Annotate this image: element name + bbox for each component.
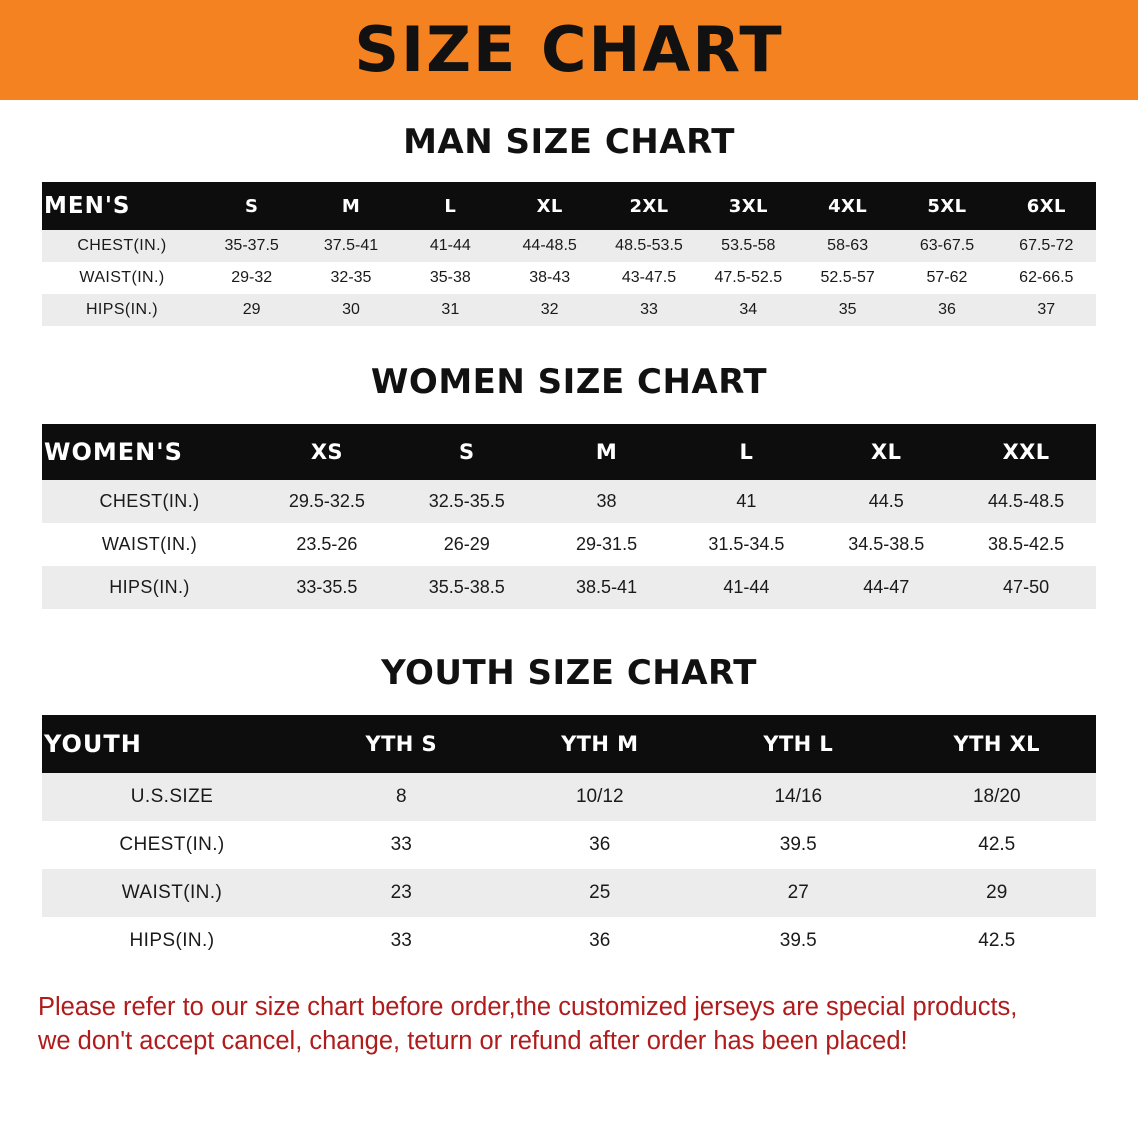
women-r0-c0: CHEST(IN.) xyxy=(42,480,257,523)
women-r2-c1: 33-35.5 xyxy=(257,566,397,609)
man-r1-c5: 43-47.5 xyxy=(599,262,698,294)
man-r0-c3: 41-44 xyxy=(401,230,500,262)
youth-r1-c2: 36 xyxy=(501,821,700,869)
youth-size-table xyxy=(42,715,1096,965)
man-r2-c5: 33 xyxy=(599,294,698,326)
man-table-head xyxy=(42,182,1096,230)
women-table-body xyxy=(42,480,1096,609)
youth-r0-c4: 18/20 xyxy=(898,773,1097,821)
man-r0-c5: 48.5-53.5 xyxy=(599,230,698,262)
table-row xyxy=(42,523,1096,566)
man-r2-c3: 31 xyxy=(401,294,500,326)
youth-table-wrap xyxy=(42,715,1096,965)
man-r0-c1: 35-37.5 xyxy=(202,230,301,262)
table-header-row xyxy=(42,182,1096,230)
man-header-cell-7: 4XL xyxy=(798,182,897,230)
table-row xyxy=(42,262,1096,294)
women-r1-c2: 26-29 xyxy=(397,523,537,566)
man-r1-c8: 57-62 xyxy=(897,262,996,294)
table-row xyxy=(42,230,1096,262)
table-row xyxy=(42,480,1096,523)
women-r2-c3: 38.5-41 xyxy=(537,566,677,609)
women-size-table xyxy=(42,424,1096,609)
women-r2-c2: 35.5-38.5 xyxy=(397,566,537,609)
man-r1-c0: WAIST(IN.) xyxy=(42,262,202,294)
table-row xyxy=(42,869,1096,917)
women-r0-c6: 44.5-48.5 xyxy=(956,480,1096,523)
youth-r3-c0: HIPS(IN.) xyxy=(42,917,302,965)
women-r2-c0: HIPS(IN.) xyxy=(42,566,257,609)
women-r0-c5: 44.5 xyxy=(816,480,956,523)
man-header-cell-2: M xyxy=(301,182,400,230)
man-r2-c1: 29 xyxy=(202,294,301,326)
table-header-row xyxy=(42,424,1096,480)
youth-r3-c1: 33 xyxy=(302,917,501,965)
youth-r2-c4: 29 xyxy=(898,869,1097,917)
women-header-cell-1: XS xyxy=(257,424,397,480)
youth-r2-c2: 25 xyxy=(501,869,700,917)
women-r2-c6: 47-50 xyxy=(956,566,1096,609)
women-table-wrap xyxy=(42,424,1096,609)
man-r0-c6: 53.5-58 xyxy=(699,230,798,262)
women-r2-c5: 44-47 xyxy=(816,566,956,609)
footer-line-2: we don't accept cancel, change, teturn or refund after order has been placed! xyxy=(38,1026,908,1055)
man-header-cell-5: 2XL xyxy=(599,182,698,230)
man-table-body xyxy=(42,230,1096,326)
women-r0-c4: 41 xyxy=(676,480,816,523)
man-r2-c0: HIPS(IN.) xyxy=(42,294,202,326)
man-header-cell-4: XL xyxy=(500,182,599,230)
man-r0-c9: 67.5-72 xyxy=(997,230,1096,262)
youth-r0-c2: 10/12 xyxy=(501,773,700,821)
youth-table-head xyxy=(42,715,1096,773)
women-r1-c5: 34.5-38.5 xyxy=(816,523,956,566)
man-r2-c2: 30 xyxy=(301,294,400,326)
table-header-row xyxy=(42,715,1096,773)
man-r2-c6: 34 xyxy=(699,294,798,326)
women-r1-c6: 38.5-42.5 xyxy=(956,523,1096,566)
table-row xyxy=(42,821,1096,869)
table-row xyxy=(42,566,1096,609)
man-r0-c8: 63-67.5 xyxy=(897,230,996,262)
youth-r0-c3: 14/16 xyxy=(699,773,898,821)
youth-header-cell-3: YTH L xyxy=(699,715,898,773)
man-header-cell-9: 6XL xyxy=(997,182,1096,230)
youth-r2-c1: 23 xyxy=(302,869,501,917)
women-r1-c1: 23.5-26 xyxy=(257,523,397,566)
man-r2-c8: 36 xyxy=(897,294,996,326)
women-r1-c3: 29-31.5 xyxy=(537,523,677,566)
man-r2-c4: 32 xyxy=(500,294,599,326)
table-row xyxy=(42,773,1096,821)
man-header-cell-8: 5XL xyxy=(897,182,996,230)
youth-r2-c3: 27 xyxy=(699,869,898,917)
man-r2-c9: 37 xyxy=(997,294,1096,326)
man-r1-c6: 47.5-52.5 xyxy=(699,262,798,294)
table-row xyxy=(42,917,1096,965)
youth-r3-c4: 42.5 xyxy=(898,917,1097,965)
women-header-cell-0: WOMEN'S xyxy=(42,424,257,480)
man-r1-c9: 62-66.5 xyxy=(997,262,1096,294)
man-r1-c1: 29-32 xyxy=(202,262,301,294)
man-header-cell-6: 3XL xyxy=(699,182,798,230)
man-table-wrap xyxy=(42,182,1096,326)
women-r0-c2: 32.5-35.5 xyxy=(397,480,537,523)
table-row xyxy=(42,294,1096,326)
man-r0-c4: 44-48.5 xyxy=(500,230,599,262)
youth-r3-c3: 39.5 xyxy=(699,917,898,965)
youth-section-heading: YOUTH SIZE CHART xyxy=(381,653,757,693)
women-header-cell-3: M xyxy=(537,424,677,480)
youth-r2-c0: WAIST(IN.) xyxy=(42,869,302,917)
women-r1-c4: 31.5-34.5 xyxy=(676,523,816,566)
youth-header-cell-4: YTH XL xyxy=(898,715,1097,773)
women-r1-c0: WAIST(IN.) xyxy=(42,523,257,566)
women-header-cell-6: XXL xyxy=(956,424,1096,480)
youth-r0-c1: 8 xyxy=(302,773,501,821)
women-header-cell-4: L xyxy=(676,424,816,480)
man-r1-c7: 52.5-57 xyxy=(798,262,897,294)
youth-header-cell-2: YTH M xyxy=(501,715,700,773)
man-r0-c7: 58-63 xyxy=(798,230,897,262)
women-r2-c4: 41-44 xyxy=(676,566,816,609)
man-section-heading: MAN SIZE CHART xyxy=(403,122,735,162)
youth-table-body xyxy=(42,773,1096,965)
women-r0-c3: 38 xyxy=(537,480,677,523)
man-header-cell-3: L xyxy=(401,182,500,230)
youth-r1-c1: 33 xyxy=(302,821,501,869)
page-title: SIZE CHART xyxy=(354,13,784,86)
header-banner xyxy=(0,0,1138,100)
man-r2-c7: 35 xyxy=(798,294,897,326)
youth-r3-c2: 36 xyxy=(501,917,700,965)
women-header-cell-2: S xyxy=(397,424,537,480)
man-r1-c3: 35-38 xyxy=(401,262,500,294)
man-r1-c2: 32-35 xyxy=(301,262,400,294)
youth-r1-c3: 39.5 xyxy=(699,821,898,869)
man-r0-c0: CHEST(IN.) xyxy=(42,230,202,262)
youth-r1-c0: CHEST(IN.) xyxy=(42,821,302,869)
youth-header-cell-1: YTH S xyxy=(302,715,501,773)
youth-r1-c4: 42.5 xyxy=(898,821,1097,869)
women-section-heading: WOMEN SIZE CHART xyxy=(370,362,768,402)
women-table-head xyxy=(42,424,1096,480)
man-r1-c4: 38-43 xyxy=(500,262,599,294)
footer-line-1: Please refer to our size chart before order,the customized jerseys are special products, xyxy=(38,993,1018,1021)
women-header-cell-5: XL xyxy=(816,424,956,480)
man-header-cell-1: S xyxy=(202,182,301,230)
women-r0-c1: 29.5-32.5 xyxy=(257,480,397,523)
man-r0-c2: 37.5-41 xyxy=(301,230,400,262)
youth-r0-c0: U.S.SIZE xyxy=(42,773,302,821)
youth-header-cell-0: YOUTH xyxy=(42,715,302,773)
man-header-cell-0: MEN'S xyxy=(42,182,202,230)
footer-disclaimer xyxy=(38,991,1100,1058)
man-size-table xyxy=(42,182,1096,326)
